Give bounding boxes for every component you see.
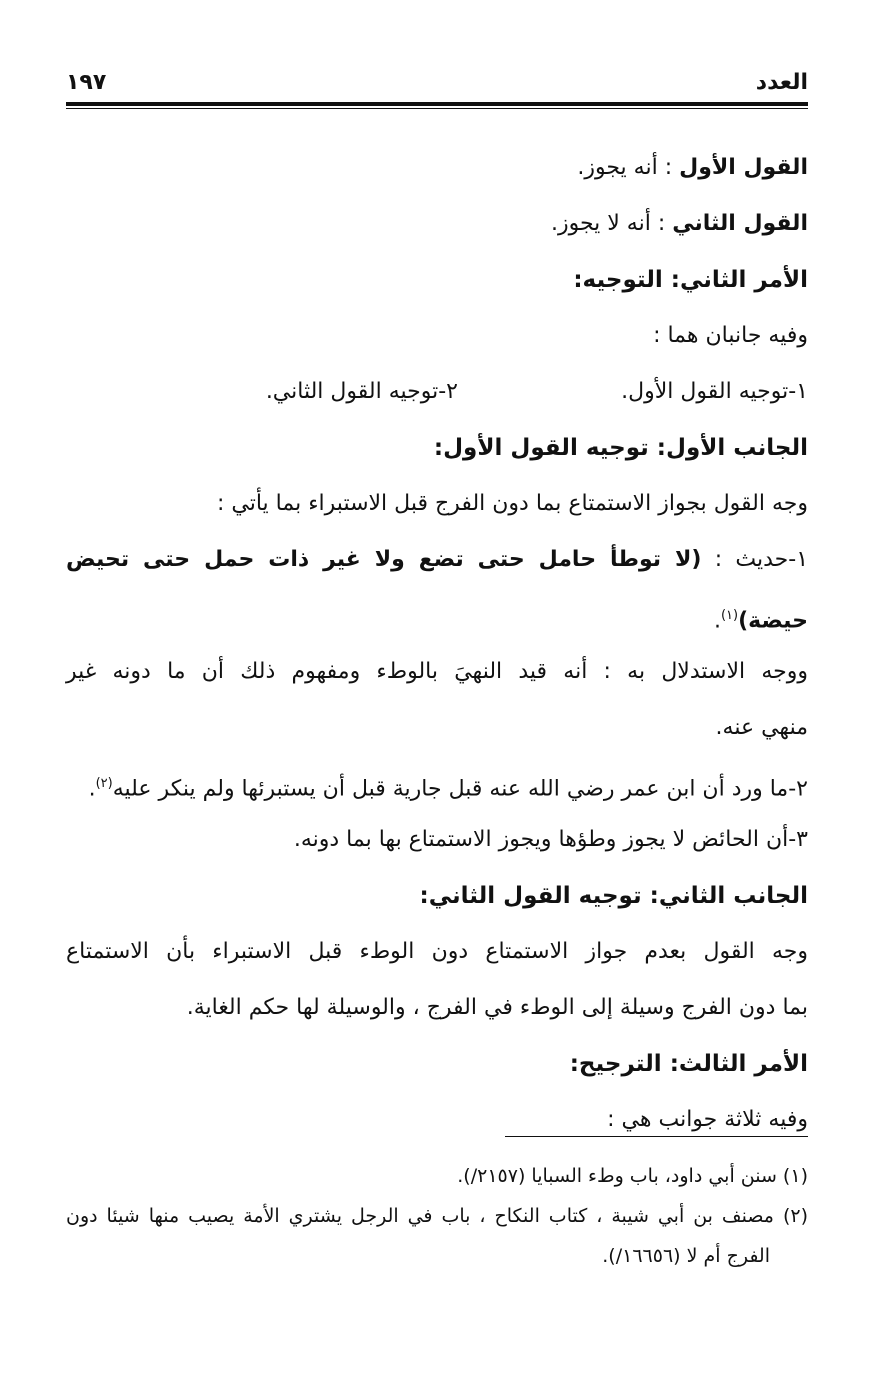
inference-line-2: منهي عنه. [715, 715, 808, 740]
first-opinion-line [66, 140, 808, 196]
footnote-separator [505, 1136, 808, 1137]
first-aspect-heading: الجانب الأول: توجيه القول الأول: [433, 435, 808, 461]
aspect-two: ٢-توجيه القول الثاني. [265, 379, 458, 404]
first-opinion-label: القول الأول [679, 155, 808, 180]
footnote-2-line-1: (٢) مصنف بن أبي شيبة ، كتاب النكاح ، باب في الرجل يشتري الأمة يصيب منها شيئا دون [66, 1205, 808, 1227]
footnote-ref-1: (١) [720, 608, 739, 623]
aspect-one: ١-توجيه القول الأول. [621, 379, 808, 404]
three-aspects-intro: وفيه ثلاثة جوانب هي : [607, 1107, 808, 1132]
hadith-line-2: حيضة)$^{(١)}$. [713, 608, 808, 634]
two-aspects-intro: وفيه جانبان هما : [653, 323, 808, 348]
running-header [66, 70, 808, 100]
footnote-ref-2: (٢) [95, 776, 113, 791]
first-reasoning: وجه القول بجواز الاستمتاع بما دون الفرج قبل الاستبراء بما يأتي : [216, 491, 808, 516]
header-rule [66, 102, 808, 106]
evidence-two: ٢-ما ورد أن ابن عمر رضي الله عنه قبل جارية قبل أن يستبرئها ولم ينكر عليه [112, 776, 808, 802]
footnote-2-line-2: الفرج أم لا (١٦٦٥٦/). [602, 1245, 770, 1267]
second-reasoning-line-1: وجه القول بعدم جواز الاستمتاع دون الوطء قبل الاستبراء بأن الاستمتاع [66, 939, 808, 964]
evidence-three: ٣-أن الحائض لا يجوز وطؤها ويجوز الاستمتاع بها بما دونه. [293, 827, 808, 852]
section-title: العدد [755, 70, 808, 95]
hadith-text-end: حيضة) [738, 608, 808, 634]
first-opinion-text: : أنه يجوز. [577, 155, 673, 180]
footnotes [66, 1156, 808, 1276]
second-reasoning-line-2: بما دون الفرج وسيلة إلى الوطء في الفرج ، والوسيلة لها حكم الغاية. [186, 995, 808, 1020]
page-number: ١٩٧ [66, 70, 107, 95]
inference-line-1: ووجه الاستدلال به : أنه قيد النهيَ بالوطء ومفهوم ذلك أن ما دونه غير [66, 659, 808, 684]
third-matter-heading: الأمر الثالث: الترجيح: [569, 1051, 808, 1077]
second-opinion-text: : أنه لا يجوز. [550, 211, 666, 236]
evidence-two-line: ٢-ما ورد أن ابن عمر رضي الله عنه قبل جارية قبل أن يستبرئها ولم ينكر عليه$^{(٢)}$. [88, 776, 808, 802]
hadith-prefix: ١-حديث : [714, 547, 809, 572]
hadith-text: (لا توطأ حامل حتى تضع ولا غير ذات حمل حتى تحيض [66, 547, 702, 572]
second-matter-heading: الأمر الثاني: التوجيه: [573, 267, 808, 293]
second-opinion-line [66, 196, 808, 252]
header-rule-thin [66, 108, 808, 109]
footnote-1: (١) سنن أبي داود، باب وطء السبايا (٢١٥٧/). [457, 1165, 808, 1187]
main-text [66, 140, 808, 1148]
aspects-list [66, 364, 808, 420]
second-aspect-heading: الجانب الثاني: توجيه القول الثاني: [419, 883, 808, 909]
hadith-line-1 [66, 532, 808, 588]
second-opinion-label: القول الثاني [672, 211, 808, 236]
